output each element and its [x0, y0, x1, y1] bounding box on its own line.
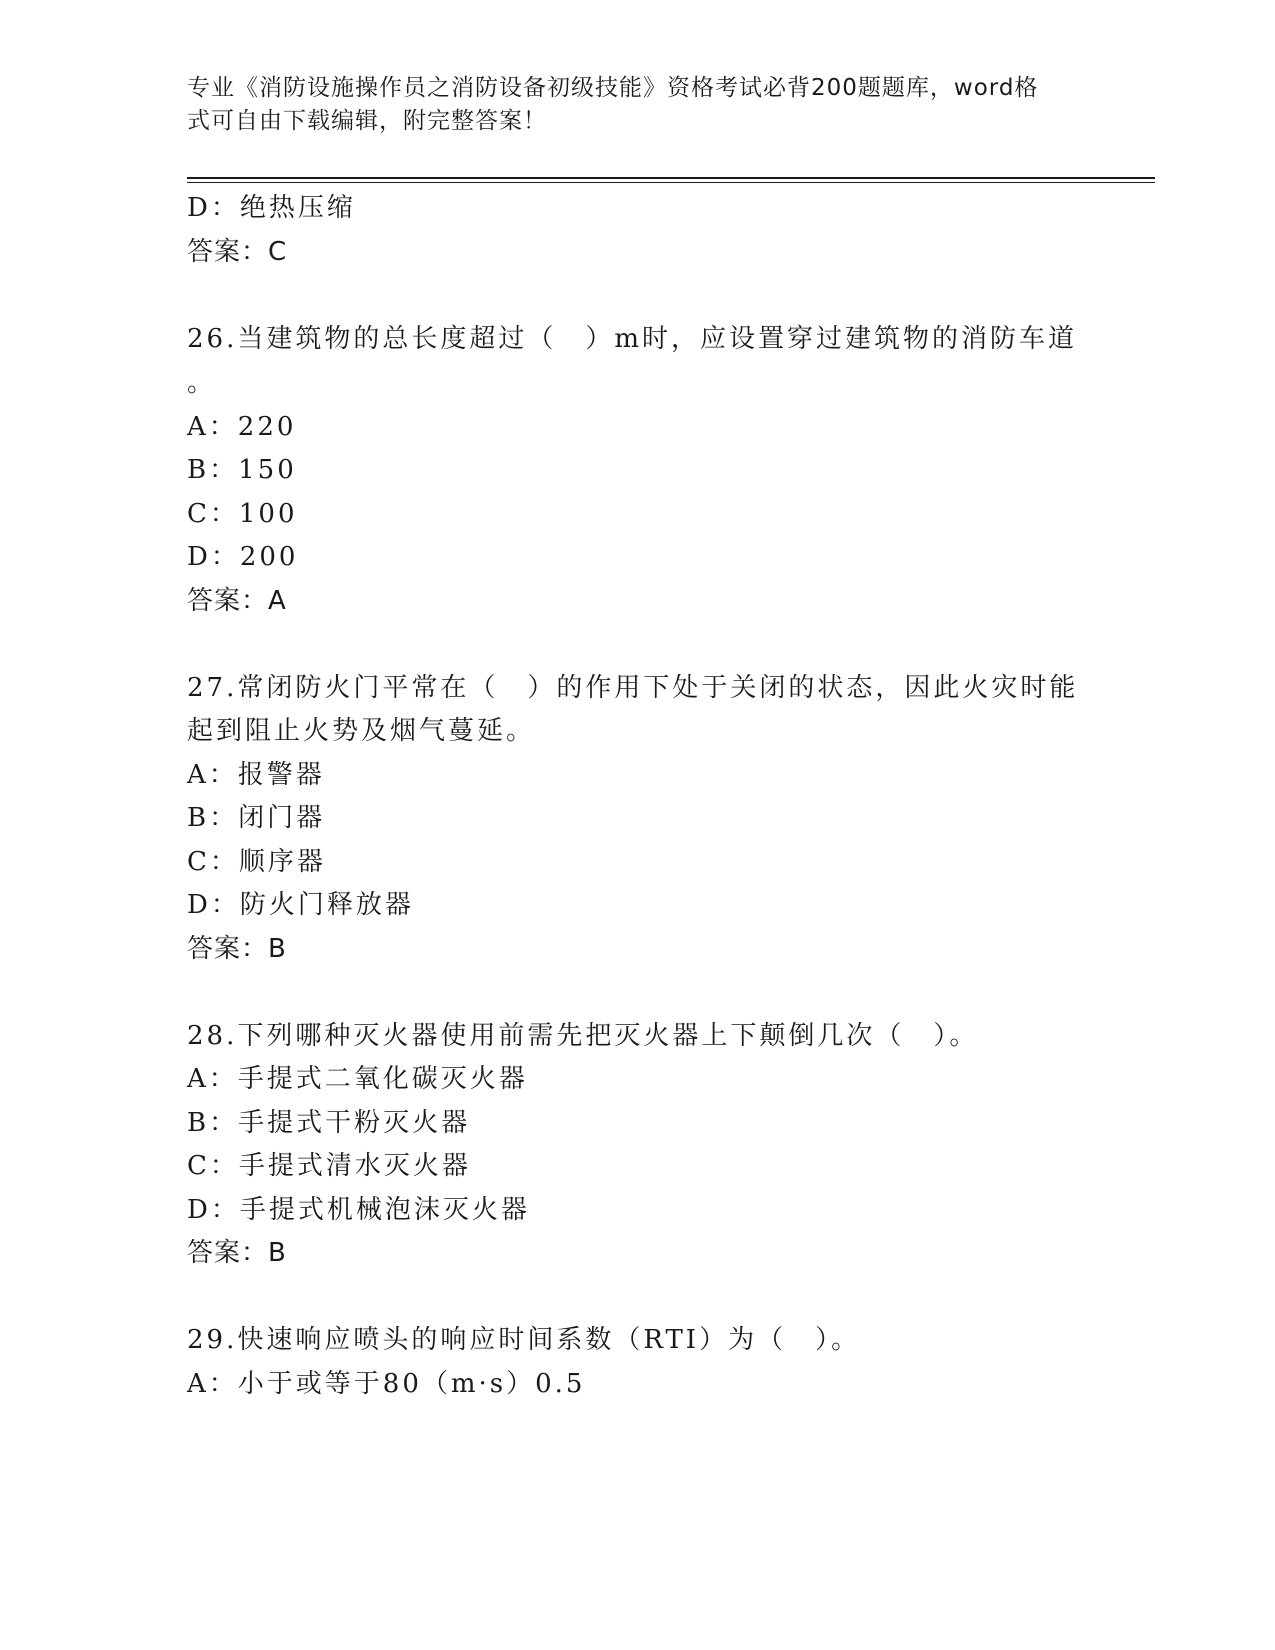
question-29-stem-line-1: 29.快速响应喷头的响应时间系数（RTI）为（ ）。 — [187, 1325, 861, 1355]
question-26-stem-line-2: 。 — [187, 368, 217, 398]
header-divider-thin — [187, 182, 1155, 183]
question-27-option-d: D：防火门释放器 — [187, 890, 414, 920]
question-28-option-a: A：手提式二氧化碳灭火器 — [187, 1064, 528, 1094]
question-29-option-a: A：小于或等于80（m·s）0.5 — [187, 1369, 586, 1399]
question-27-answer: 答案：B — [187, 934, 287, 964]
question-27-option-a: A：报警器 — [187, 760, 325, 790]
question-27-option-c: C：顺序器 — [187, 847, 326, 877]
question-28-answer: 答案：B — [187, 1238, 287, 1268]
question-28-option-c: C：手提式清水灭火器 — [187, 1151, 471, 1181]
header-line-1: 专业《消防设施操作员之消防设备初级技能》资格考试必背200题题库，word格 — [187, 75, 1039, 101]
question-26-option-b: B：150 — [187, 455, 297, 485]
header-divider-thick — [187, 177, 1155, 179]
header-line-2: 式可自由下载编辑，附完整答案！ — [187, 108, 547, 134]
question-26-option-d: D：200 — [187, 542, 299, 572]
question-26-option-a: A：220 — [187, 412, 297, 442]
question-27-stem-line-1: 27.常闭防火门平常在（ ）的作用下处于关闭的状态，因此火灾时能 — [187, 673, 1079, 703]
question-28-option-d: D：手提式机械泡沫灭火器 — [187, 1195, 530, 1225]
question-26-stem-line-1: 26.当建筑物的总长度超过（ ）m时，应设置穿过建筑物的消防车道 — [187, 324, 1078, 354]
carryover-answer: 答案：C — [187, 237, 288, 267]
question-26-answer: 答案：A — [187, 586, 287, 616]
page-header — [187, 72, 1067, 138]
question-27-option-b: B：闭门器 — [187, 803, 326, 833]
question-28-stem-line-1: 28.下列哪种灭火器使用前需先把灭火器上下颠倒几次（ ）。 — [187, 1021, 979, 1051]
question-26-option-c: C：100 — [187, 499, 298, 529]
question-28-option-b: B：手提式干粉灭火器 — [187, 1108, 471, 1138]
carryover-option-d: D：绝热压缩 — [187, 193, 356, 223]
question-27-stem-line-2: 起到阻止火势及烟气蔓延。 — [187, 716, 536, 746]
